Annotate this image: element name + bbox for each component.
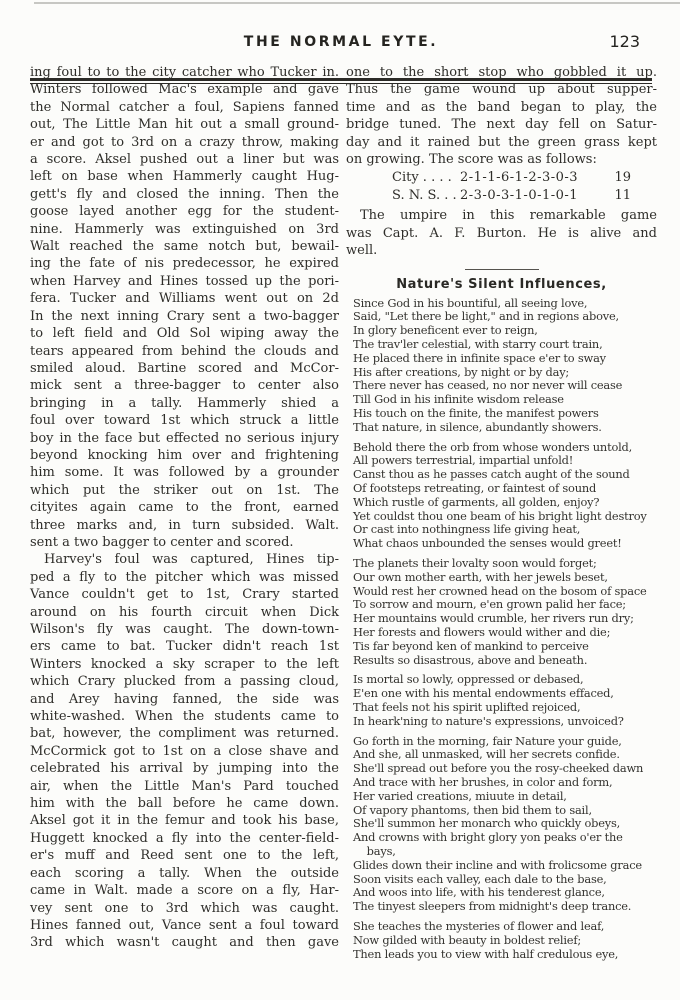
text-line: Winters followed Mac's example and gave [30, 82, 339, 98]
poem-line: She'll summon her monarch who quickly obeys, [353, 816, 621, 831]
text-line: boy in the face but effected no serious injury [30, 430, 339, 446]
text-line: gett's fly and closed the inning. Then the [30, 186, 339, 202]
poem-line: His touch on the finite, the manifest powers [353, 406, 599, 421]
poem-line: In heark'ning to nature's expressions, unvoiced? [353, 713, 624, 728]
poem-line: bays, [353, 843, 396, 858]
poem-line: What chaos unbounded the senses would greet! [353, 536, 622, 551]
text-line: fera. Tucker and Williams went out on 2d [30, 291, 339, 307]
text-line: Thus the game wound up about supper- [346, 82, 657, 98]
text-line: one to the short stop who gobbled it up. [346, 65, 657, 80]
poem-line: Our own mother earth, with her jewels beset, [353, 569, 608, 584]
text-line: Harvey's foul was captured, Hines tip- [44, 552, 339, 568]
poem-line: Which rustle of garments, all golden, enjoy? [353, 494, 600, 509]
poem-stanza [346, 557, 657, 667]
poem-line: She'll spread out before you the rosy-cheeked dawn [353, 761, 644, 776]
text-line: and Arey having fanned, the side was [30, 691, 339, 707]
score-team-label: S. N. S. . . [392, 188, 457, 204]
poem-line: Till God in his infinite wisdom release [353, 392, 564, 407]
text-line: McCormick got to 1st on a close shave and [30, 743, 339, 759]
poem-line: In glory beneficent ever to reign, [353, 323, 538, 338]
poem-line: The tinyest sleepers from midnight's deep trance. [353, 899, 632, 914]
poem-line: That nature, in silence, abundantly showers. [353, 419, 602, 434]
poem-line: And woos into life, with his tenderest glance, [353, 885, 605, 900]
text-line: foul over toward 1st which struck a little [30, 413, 339, 429]
text-line: white-washed. When the students came to [30, 709, 339, 725]
poem-line: Yet couldst thou one beam of his bright light destroy [353, 508, 647, 523]
poem-line: Would rest her crowned head on the bosom of space [353, 583, 647, 598]
poem-line: He placed there in infinite space e'er to sway [353, 350, 606, 365]
text-line: sent a two bagger to center and scored. [30, 534, 294, 550]
poem-line: His after creations, by night or by day; [353, 364, 570, 379]
poem-line: Behold there the orb from whose wonders untold, [353, 439, 633, 454]
poem-line: The planets their lovalty soon would forget; [353, 556, 597, 570]
text-line: ing foul to to the city catcher who Tucker in. [30, 65, 339, 80]
text-line: Huggett knocked a fly into the center-field- [30, 830, 339, 846]
text-line: Wilson's fly was caught. The down-town- [30, 622, 339, 637]
text-line: Aksel got it in the femur and took his base, [30, 813, 339, 829]
poem-line: Of vapory phantoms, then bid them to sail, [353, 802, 592, 817]
text-line: nine. Hammerly was extinguished on 3rd [30, 221, 339, 237]
running-title: THE NORMAL EYTE. [243, 34, 439, 50]
text-line: Winters knocked a sky scraper to the left [30, 656, 339, 672]
poem-stanza [346, 441, 657, 551]
text-line: air, when the Little Man's Pard touched [30, 778, 339, 794]
poem-line: E'en one with his mental endowments effaced, [353, 686, 614, 701]
poem-line: Her mountains would crumble, her rivers run dry; [353, 611, 634, 626]
poem-line: Since God in his bountiful, all seeing love, [353, 295, 588, 310]
text-line: smiled aloud. Bartine scored and McCor- [30, 360, 339, 376]
text-line: 3rd which wasn't caught and then gave [30, 935, 339, 951]
text-line: which Crary plucked from a passing cloud, [30, 674, 339, 690]
text-line: well. [346, 243, 378, 259]
page-edge-line [34, 2, 680, 4]
text-line: bringing in a tally. Hammerly shied a [30, 395, 339, 411]
text-line: The umpire in this remarkable game [360, 208, 657, 224]
text-line: the Normal catcher a foul, Sapiens fanned [30, 99, 339, 115]
text-line: cityites again came to the front, earned [30, 500, 339, 516]
text-line: er and got to 3rd on a crazy throw, making [30, 134, 339, 150]
text-line: vey sent one to 3rd which was caught. [30, 900, 339, 916]
poem-line: And crowns with bright glory yon peaks o'er the [353, 830, 623, 845]
text-line: bridge tuned. The next day fell on Satur- [346, 117, 657, 133]
text-line: on growing. The score was as follows: [346, 152, 597, 168]
poem-stanza [346, 673, 657, 728]
poem-line: Then leads you to view with half credulous eye, [353, 946, 619, 961]
score-by-innings: 2-1-1-6-1-2-3-0-3 [460, 170, 579, 186]
text-line: bat, however, the compliment was returned. [30, 726, 339, 742]
poem-line: Glides down their incline and with frolicsome grace [353, 857, 642, 872]
left-column [30, 64, 339, 952]
paragraph [30, 551, 339, 951]
text-line: Vance couldn't get to 1st, Crary started [30, 587, 339, 603]
score-team-label: City . . . . [392, 170, 452, 186]
score-total: 19 [614, 170, 631, 186]
poem-line: Of footsteps retreating, or faintest of sound [353, 481, 597, 496]
page-header [30, 34, 652, 56]
poem-line: That feels not his spirit uplifted rejoiced, [353, 699, 581, 714]
right-column [346, 64, 657, 967]
poem-line: And she, all unmasked, will her secrets confide. [353, 747, 620, 762]
poem-line: Tis far beyond ken of mankind to perceive [353, 638, 589, 653]
text-line: time and as the band began to play, the [346, 99, 657, 115]
poem-line: Results so disastrous, above and beneath. [353, 652, 588, 667]
poem-line: Said, "Let there be light," and in regions above, [353, 309, 619, 324]
game-report-continuation [346, 64, 657, 168]
paragraph [346, 64, 657, 168]
poem-stanza [346, 297, 657, 435]
text-line: tears appeared from behind the clouds and [30, 343, 339, 359]
text-line: ing the fate of nis predecessor, he expired [30, 256, 339, 272]
poem-line: Her varied creations, miuute in detail, [353, 788, 567, 803]
text-line: came in Walt. made a score on a fly, Har- [30, 883, 339, 899]
text-line: celebrated his arrival by jumping into the [30, 761, 339, 777]
text-line: around on his fourth circuit when Dick [30, 604, 339, 620]
page-number: 123 [609, 32, 640, 51]
poem-line: Is mortal so lowly, oppressed or debased, [353, 672, 584, 687]
text-line: when Harvey and Hines tossed up the pori- [30, 273, 339, 289]
text-line: left on base when Hammerly caught Hug- [30, 169, 339, 185]
text-line: ers came to bat. Tucker didn't reach 1st [30, 639, 339, 655]
text-line: him some. It was followed by a grounder [30, 465, 339, 481]
poem-line: All powers terrestrial, impartial unfold! [353, 453, 574, 468]
poem-line: Now gilded with beauty in boldest relief; [353, 932, 581, 947]
poem-line: Canst thou as he passes catch aught of the sound [353, 467, 630, 482]
text-line: ped a fly to the pitcher which was missed [30, 569, 339, 585]
poem-line: She teaches the mysteries of flower and leaf, [353, 918, 605, 933]
text-line: was Capt. A. F. Burton. He is alive and [346, 225, 657, 241]
text-line: beyond knocking him over and frightening [30, 447, 339, 463]
text-line: goose layed another egg for the student- [30, 204, 339, 220]
text-line: day and it rained but the green grass kept [346, 134, 657, 150]
text-line: which put the striker out on 1st. The [30, 482, 339, 498]
poem-stanza [346, 735, 657, 914]
poem-title: Nature's Silent Influences, [396, 276, 607, 292]
score-row [392, 169, 631, 187]
section-divider [465, 269, 539, 270]
text-line: him with the ball before he came down. [30, 796, 339, 812]
text-line: each scoring a tally. When the outside [30, 865, 339, 881]
poem-line: Or cast into nothingness life giving heat, [353, 522, 581, 537]
text-line: Walt reached the same notch but, bewail- [30, 239, 339, 255]
text-line: mick sent a three-bagger to center also [30, 378, 339, 394]
text-line: out, The Little Man hit out a small ground- [30, 117, 339, 133]
text-line: three marks and, in turn subsided. Walt. [30, 517, 339, 533]
poem-line: And trace with her brushes, in color and form, [353, 774, 613, 789]
poem-line: Soon visits each valley, each dale to the base, [353, 871, 607, 886]
text-line: to left field and Old Sol wiping away the [30, 326, 339, 342]
poem-body [346, 297, 657, 962]
umpire-paragraph [346, 207, 657, 259]
text-line: er's muff and Reed sent one to the left, [30, 848, 339, 864]
score-by-innings: 2-3-0-3-1-0-1-0-1 [460, 188, 579, 204]
paragraph [30, 64, 339, 551]
poem-line: Her forests and flowers would wither and die; [353, 624, 611, 639]
paragraph [346, 207, 657, 259]
text-line: Hines fanned out, Vance sent a foul toward [30, 917, 339, 933]
poem-line: There never has ceased, no nor never will cease [353, 378, 623, 393]
score-total: 11 [614, 188, 631, 204]
score-row [392, 187, 631, 205]
poem-line: Go forth in the morning, fair Nature your guide, [353, 733, 622, 748]
poem-line: The trav'ler celestial, with starry court train, [353, 337, 603, 352]
score-table [346, 168, 657, 207]
poem-stanza [346, 920, 657, 961]
poem-line: To sorrow and mourn, e'en grown palid her face; [353, 597, 626, 612]
text-line: In the next inning Crary sent a two-bagger [30, 308, 339, 324]
text-line: a score. Aksel pushed out a liner but was [30, 152, 339, 168]
